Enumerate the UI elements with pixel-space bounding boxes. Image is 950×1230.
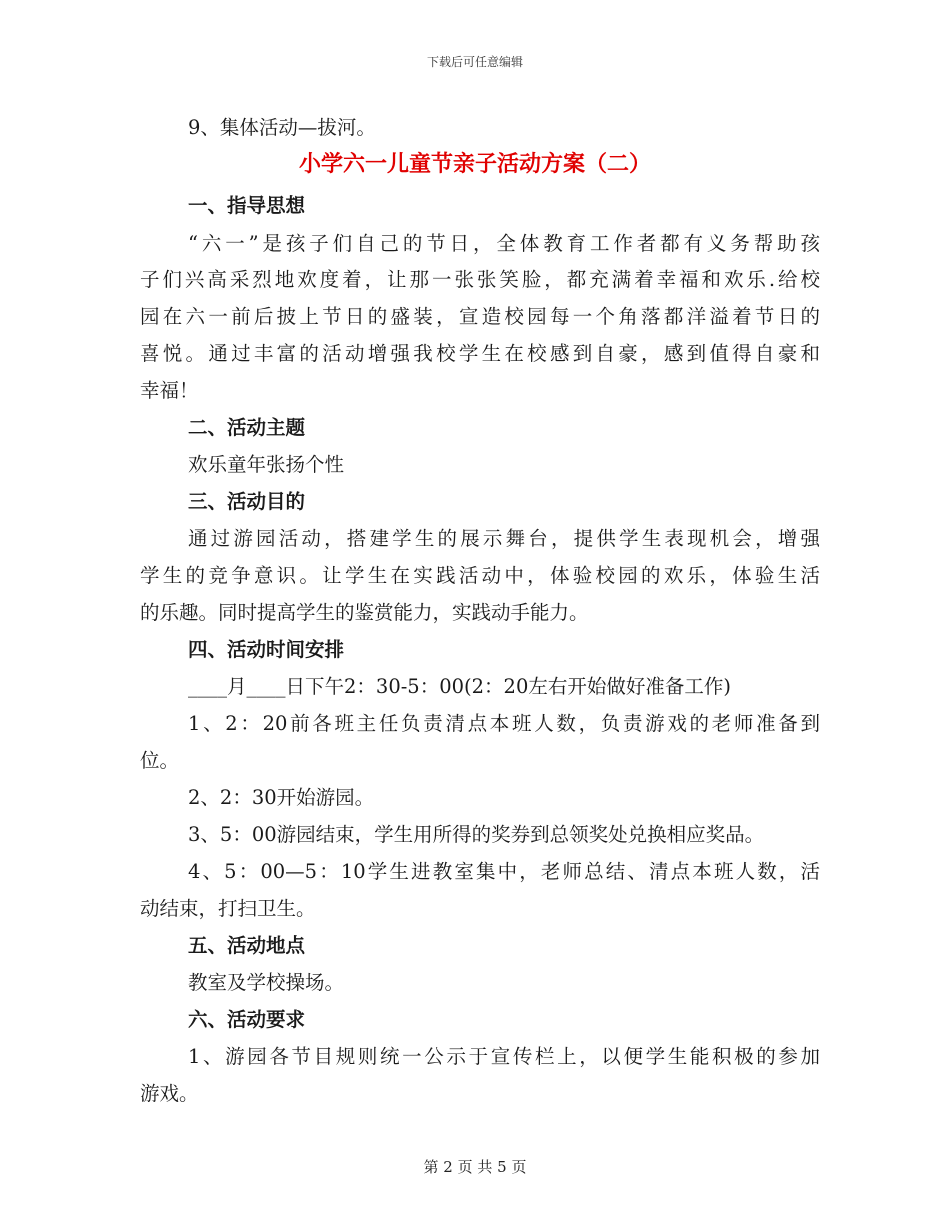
section-heading: 四、活动时间安排 [188,638,345,661]
paragraph-line: 通过游园活动，搭建学生的展示舞台，提供学生表现机会，增强 [188,527,820,550]
list-item: 游戏。 [140,1082,199,1105]
list-item: 位。 [140,749,180,772]
list-item: 4、5：00—5：10学生进教室集中，老师总结、清点本班人数，活 [188,860,820,883]
list-item: 3、5：00游园结束，学生用所得的奖券到总领奖处兑换相应奖品。 [188,823,765,846]
list-item: 1、2：20前各班主任负责清点本班人数，负责游戏的老师准备到 [188,712,820,735]
list-item: 1、游园各节目规则统一公示于宣传栏上，以便学生能积极的参加 [188,1045,820,1068]
page-footer: 第 2 页 共 5 页 [423,1158,527,1176]
paragraph-line: 幸福！ [140,379,199,402]
section-heading: 三、活动目的 [188,490,306,513]
paragraph-line: “六一”是孩子们自己的节日，全体教育工作者都有义务帮助孩 [188,232,820,255]
schedule-time: ____月____日下午2：30-5：00(2：20左右开始做好准备工作) [188,675,731,698]
paragraph-line: 子们兴高采烈地欢度着，让那一张张笑脸，都充满着幸福和欢乐.给校 [140,268,820,291]
section-heading: 五、活动地点 [188,934,306,957]
document-title: 小学六一儿童节亲子活动方案（二） [298,151,651,177]
paragraph-line: 园在六一前后披上节日的盛装，宣造校园每一个角落都洋溢着节日的 [140,305,820,328]
paragraph-line: 学生的竞争意识。让学生在实践活动中，体验校园的欢乐，体验生活 [140,564,820,587]
paragraph-line: 欢乐童年张扬个性 [188,453,345,476]
paragraph-line: 的乐趣。同时提高学生的鉴赏能力，实践动手能力。 [140,601,589,624]
page-header: 下载后可任意编辑 [426,55,523,69]
paragraph-line: 喜悦。通过丰富的活动增强我校学生在校感到自豪，感到值得自豪和 [140,342,820,365]
list-item: 9、集体活动—拔河。 [188,116,376,139]
section-heading: 六、活动要求 [188,1008,306,1031]
list-item: 2、2：30开始游园。 [188,786,375,809]
section-heading: 一、指导思想 [188,194,306,217]
list-item: 动结束，打扫卫生。 [140,897,316,920]
paragraph-line: 教室及学校操场。 [188,971,345,994]
section-heading: 二、活动主题 [188,416,306,439]
